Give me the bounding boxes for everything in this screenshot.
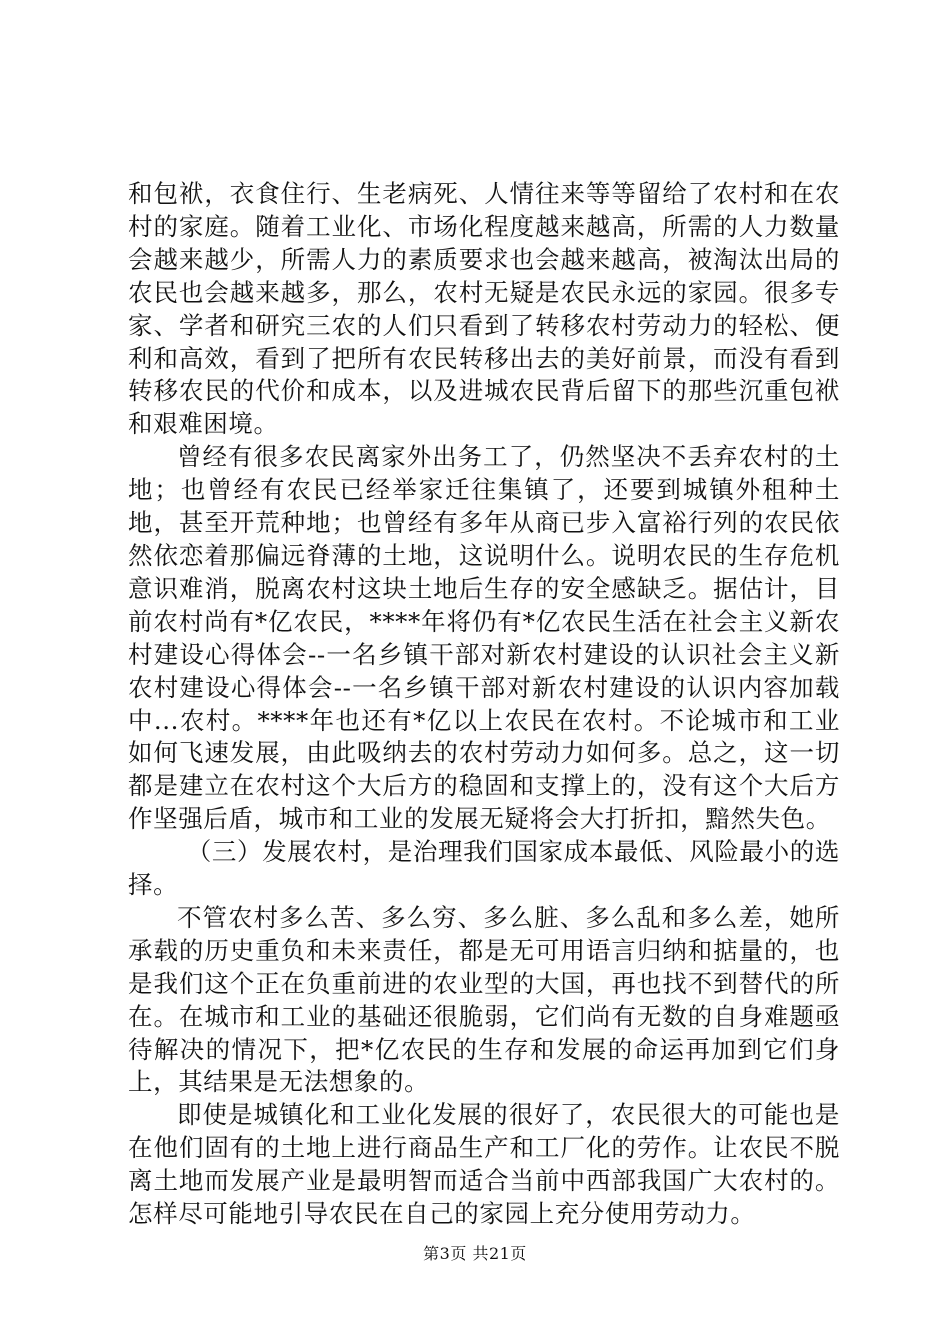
paragraph: 不管农村多么苦、多么穷、多么脏、多么乱和多么差，她所承载的历史重负和未来责任，都是无可用语言归纳和掂量的，也是我们这个正在负重前进的农业型的大国，再也找不到替代的所在。在城市和工业的基础还很脆弱，它们尚有无数的自身难题亟待解决的情况下，把*亿农民的生存和发展的命运再加到它们身上，其结果是无法想象的。 [128, 902, 840, 1097]
page-footer: 第3页 共21页 [423, 1244, 527, 1263]
paragraph-continued: 和包袱，衣食住行、生老病死、人情往来等等留给了农村和在农村的家庭。随着工业化、市场化程度越来越高，所需的人力数量会越来越少，所需人力的素质要求也会越来越高，被淘汰出局的农民也会越来越多，那么，农村无疑是农民永远的家园。很多专家、学者和研究三农的人们只看到了转移农村劳动力的轻松、便利和高效，看到了把所有农民转移出去的美好前景，而没有看到转移农民的代价和成本，以及进城农民背后留下的那些沉重包袱和艰难困境。 [128, 179, 840, 439]
document-body [128, 178, 840, 1231]
paragraph: 即使是城镇化和工业化发展的很好了，农民很大的可能也是在他们固有的土地上进行商品生产和工厂化的劳作。让农民不脱离土地而发展产业是最明智而适合当前中西部我国广大农村的。怎样尽可能地引导农民在自己的家园上充分使用劳动力。 [128, 1100, 840, 1229]
section-heading: （三）发展农村，是治理我们国家成本最低、风险最小的选择。 [128, 837, 840, 900]
paragraph: 曾经有很多农民离家外出务工了，仍然坚决不丢弃农村的土地；也曾经有农民已经举家迁往集镇了，还要到城镇外租种土地，甚至开荒种地；也曾经有多年从商已步入富裕行列的农民依然依恋着那偏远脊薄的土地，这说明什么。说明农民的生存危机意识难消，脱离农村这块土地后生存的安全感缺乏。据估计，目前农村尚有*亿农民，****年将仍有*亿农民生活在社会主义新农村建设心得体会--一名乡镇干部对新农村建设的认识社会主义新农村建设心得体会--一名乡镇干部对新农村建设的认识内容加载中...农村。****年也还有*亿以上农民在农村。不论城市和工业如何飞速发展，由此吸纳去的农村劳动力如何多。总之，这一切都是建立在农村这个大后方的稳固和支撑上的，没有这个大后方作坚强后盾，城市和工业的发展无疑将会大打折扣，黯然失色。 [128, 442, 840, 834]
